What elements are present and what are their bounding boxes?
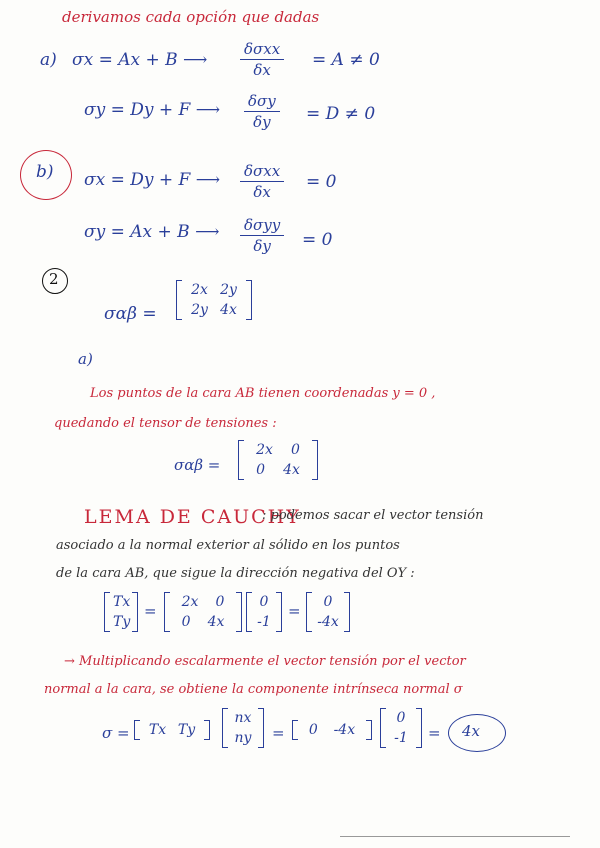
part-a-eq2-rhs: = D ≠ 0 — [306, 104, 376, 124]
fraction-denominator: δx — [253, 183, 271, 201]
matrix-row — [177, 280, 251, 300]
part-b-eq1-fraction — [240, 162, 284, 201]
part-b-eq2-rhs: = 0 — [302, 230, 333, 250]
part-a-eq1-lhs: σx = Ax + B ⟶ — [72, 50, 208, 70]
matrix-cell: Tx — [113, 594, 131, 610]
matrix-cell: 2y — [220, 282, 237, 298]
equals-sign: = — [272, 724, 285, 742]
multiply-line-1: → Multiplicando escalarmente el vector tensión por el vector — [64, 654, 466, 669]
matrix-cell: 0 — [396, 710, 406, 726]
normal-vector — [246, 592, 282, 632]
matrix-cell: Tx — [148, 722, 167, 738]
matrix-cell: 4x — [207, 614, 225, 630]
part-b-eq2-lhs: σy = Ax + B ⟶ — [84, 222, 220, 242]
part-a-eq2-lhs: σy = Dy + F ⟶ — [84, 100, 221, 120]
matrix-cell: -4x — [333, 722, 356, 738]
matrix-row — [381, 708, 421, 728]
matrix-row — [239, 440, 317, 460]
text-line-1: Los puntos de la cara AB tienen coordenadas y = 0 , — [90, 386, 436, 401]
matrix-cell: Ty — [113, 614, 131, 630]
fraction-denominator: δx — [253, 61, 271, 79]
part-a-eq1-rhs: = A ≠ 0 — [312, 50, 380, 70]
matrix-cell: 2x — [191, 282, 208, 298]
matrix-cell: 2y — [191, 302, 208, 318]
matrix-cell: nx — [234, 710, 252, 726]
matrix-row — [105, 612, 137, 632]
stress-tensor-ab-matrix — [238, 440, 318, 480]
part-a-label: a) — [40, 50, 57, 70]
matrix-cell: 0 — [215, 594, 225, 610]
matrix-cell: Ty — [177, 722, 196, 738]
part-a-eq1-fraction — [240, 40, 284, 79]
fraction-numerator: δσxx — [240, 162, 284, 182]
matrix-cell: -4x — [317, 614, 339, 630]
part-b-eq2-fraction — [240, 216, 284, 255]
sub-a-label: a) — [78, 350, 93, 368]
part-a-eq2-fraction — [244, 92, 280, 131]
matrix-row — [307, 592, 349, 612]
final-result: 4x — [462, 722, 481, 740]
page-bottom-rule — [340, 836, 570, 837]
matrix-cell: 0 — [256, 462, 265, 478]
problem-2-number: 2 — [49, 270, 59, 288]
cauchy-line-2: asociado a la normal exterior al sólido en los puntos — [56, 538, 400, 553]
text-line-2: quedando el tensor de tensiones : — [54, 416, 277, 431]
cauchy-line-3: de la cara AB, que sigue la dirección negativa del OY : — [56, 566, 415, 581]
matrix-row — [239, 460, 317, 480]
matrix-row — [381, 728, 421, 748]
part-b-label: b) — [36, 162, 54, 182]
tensor-label: σαβ = — [104, 304, 157, 324]
part-b-eq1-rhs: = 0 — [306, 172, 337, 192]
matrix-cell: -1 — [394, 730, 408, 746]
equals-sign: = — [144, 602, 157, 620]
matrix-row — [165, 592, 241, 612]
matrix-row — [177, 300, 251, 320]
matrix-row — [293, 720, 371, 740]
matrix-row — [223, 728, 263, 748]
final-row-vector-2 — [292, 720, 372, 740]
matrix-row — [247, 592, 281, 612]
matrix-cell: 2x — [256, 442, 273, 458]
matrix-cell: -1 — [257, 614, 271, 630]
matrix-cell: 0 — [259, 594, 269, 610]
equals-sign: = — [428, 724, 441, 742]
matrix-cell: 0 — [291, 442, 300, 458]
cauchy-title: LEMA DE CAUCHY — [84, 506, 301, 528]
tensor-matrix — [164, 592, 242, 632]
fraction-numerator: δσyy — [240, 216, 284, 236]
tensor2-label: σαβ = — [174, 456, 221, 474]
fraction-numerator: δσy — [244, 92, 280, 112]
traction-vector — [104, 592, 138, 632]
final-normal-vector — [222, 708, 264, 748]
matrix-cell: ny — [234, 730, 252, 746]
matrix-row — [223, 708, 263, 728]
multiply-line-2: normal a la cara, se obtiene la componente intrínseca normal σ — [44, 682, 463, 697]
part-b-eq1-lhs: σx = Dy + F ⟶ — [84, 170, 221, 190]
header-note: derivamos cada opción que dadas — [62, 8, 320, 26]
result-vector — [306, 592, 350, 632]
matrix-row — [165, 612, 241, 632]
matrix-cell: 4x — [283, 462, 300, 478]
matrix-row — [135, 720, 209, 740]
fraction-denominator: δy — [253, 113, 271, 131]
matrix-row — [247, 612, 281, 632]
matrix-cell: 2x — [181, 594, 199, 610]
final-row-vector — [134, 720, 210, 740]
matrix-cell: 0 — [323, 594, 333, 610]
matrix-cell: 0 — [308, 722, 318, 738]
matrix-cell: 0 — [181, 614, 191, 630]
cauchy-line-1: : podemos sacar el vector tensión — [262, 508, 484, 523]
final-normal-vector-2 — [380, 708, 422, 748]
fraction-denominator: δy — [253, 237, 271, 255]
matrix-cell: 4x — [220, 302, 237, 318]
equals-sign: = — [288, 602, 301, 620]
fraction-numerator: δσxx — [240, 40, 284, 60]
stress-tensor-matrix — [176, 280, 252, 320]
matrix-row — [105, 592, 137, 612]
final-lhs: σ = — [102, 724, 130, 742]
matrix-row — [307, 612, 349, 632]
